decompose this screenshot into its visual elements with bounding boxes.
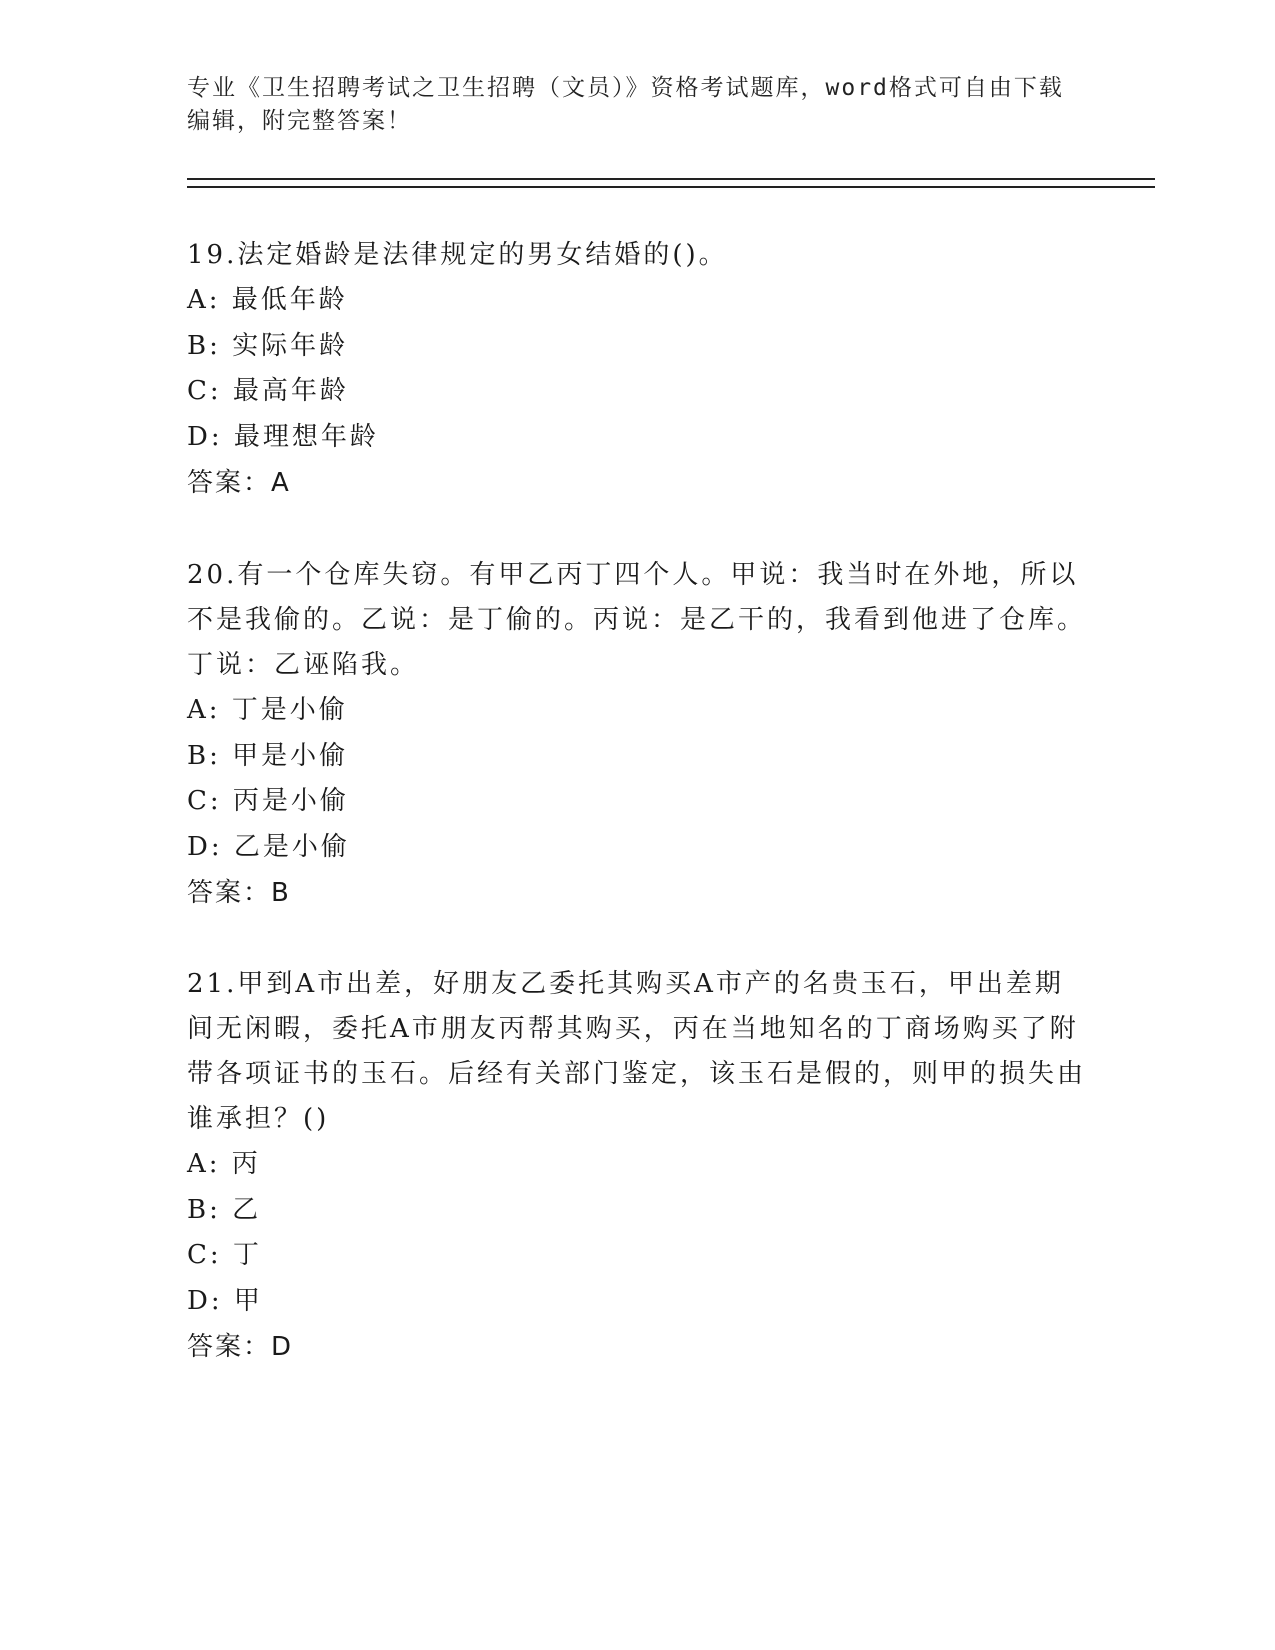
question-text: 19.法定婚龄是法律规定的男女结婚的()。	[187, 240, 728, 270]
option-a: A: 最低年龄	[187, 285, 348, 315]
option-d: D: 甲	[187, 1285, 263, 1316]
question-19	[187, 233, 1087, 506]
option-c: C: 最高年龄	[187, 376, 349, 406]
header-divider	[187, 178, 1155, 188]
option-d: D: 乙是小偷	[187, 831, 350, 862]
option-b: B: 甲是小偷	[187, 740, 349, 771]
option-c: C: 丁	[187, 1240, 262, 1270]
option-c: C: 丙是小偷	[187, 786, 349, 816]
option-b: B: 乙	[187, 1194, 262, 1225]
option-a: A: 丁是小偷	[187, 695, 348, 725]
document-header: 专业《卫生招聘考试之卫生招聘（文员）》资格考试题库，word格式可自由下载编辑，附完整答案！	[187, 75, 1064, 134]
question-21	[187, 962, 1087, 1370]
answer-line: 答案：A	[187, 468, 291, 498]
option-a: A: 丙	[187, 1149, 261, 1179]
option-b: B: 实际年龄	[187, 330, 349, 361]
question-text: 21.甲到A市出差，好朋友乙委托其购买A市产的名贵玉石，甲出差期间无闲暇，委托A市朋友丙帮其购买，丙在当地知名的丁商场购买了附带各项证书的玉石。后经有关部门鉴定，该玉石是假的，则甲的损失由谁承担？()	[187, 969, 1087, 1134]
question-text: 20.有一个仓库失窃。有甲乙丙丁四个人。甲说：我当时在外地，所以不是我偷的。乙说：是丁偷的。丙说：是乙干的，我看到他进了仓库。丁说：乙诬陷我。	[187, 560, 1087, 680]
question-20	[187, 553, 1087, 916]
option-d: D: 最理想年龄	[187, 421, 379, 452]
answer-line: 答案：B	[187, 878, 291, 908]
answer-line: 答案：D	[187, 1332, 294, 1362]
